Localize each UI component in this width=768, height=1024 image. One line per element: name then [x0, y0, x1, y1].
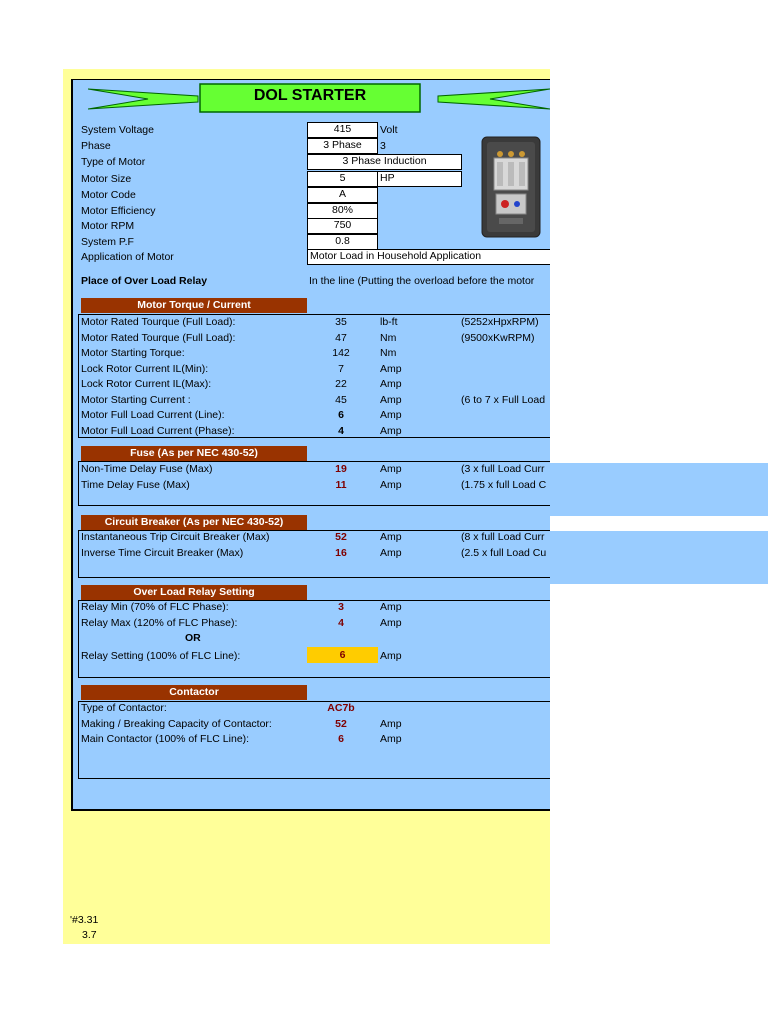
footer-value-1: '#3.31: [70, 914, 99, 926]
torque-row-unit: Amp: [380, 409, 402, 421]
motor-rpm-field[interactable]: 750: [307, 218, 378, 234]
contactor-row-value: AC7b: [327, 702, 355, 714]
application-field[interactable]: Motor Load in Household Application: [307, 249, 550, 265]
torque-row-unit: Amp: [380, 424, 402, 437]
relay-setting-unit: Amp: [380, 650, 402, 662]
breaker-row-note: (2.5 x full Load Cu: [461, 546, 547, 559]
contactor-section-header: Contactor: [81, 685, 307, 700]
motor-code-field[interactable]: A: [307, 187, 378, 203]
torque-row-label: Motor Starting Torque:: [81, 347, 185, 359]
dol-starter-image: [481, 136, 541, 238]
torque-row-label: Motor Rated Tourque (Full Load):: [81, 316, 236, 328]
relay-row-unit: Amp: [380, 616, 402, 629]
fuse-row-value: 19: [335, 463, 347, 475]
torque-row-label: Motor Starting Current :: [81, 393, 191, 406]
contactor-row-value: 6: [338, 733, 344, 745]
contactor-row-unit: Amp: [380, 717, 402, 730]
relay-row-unit: Amp: [380, 601, 402, 613]
input-label: Motor Code: [81, 189, 136, 201]
input-label: Phase: [81, 140, 111, 152]
torque-row-value: 7: [338, 362, 344, 375]
relay-row-value: 4: [338, 616, 344, 629]
breaker-row-label: Inverse Time Circuit Breaker (Max): [81, 546, 244, 559]
motor-efficiency-field[interactable]: 80%: [307, 203, 378, 219]
relay-setting-label: Relay Setting (100% of FLC Line):: [81, 650, 241, 662]
contactor-row-value: 52: [335, 717, 347, 730]
torque-row-label: Lock Rotor Current IL(Max):: [81, 378, 212, 390]
torque-row-value: 35: [335, 316, 347, 328]
power-factor-field[interactable]: 0.8: [307, 234, 378, 250]
breaker-row-value: 16: [335, 546, 347, 559]
input-unit: 3: [380, 140, 386, 152]
torque-row-note: (5252xHpxRPM): [461, 316, 539, 328]
fuse-row-label: Non-Time Delay Fuse (Max): [81, 463, 213, 475]
fuse-row-unit: Amp: [380, 463, 402, 475]
phase-field[interactable]: 3 Phase: [307, 138, 378, 154]
overload-place-label: Place of Over Load Relay: [81, 275, 208, 287]
torque-row-label: Motor Full Load Current (Phase):: [81, 424, 235, 437]
torque-row-unit: Amp: [380, 378, 402, 390]
input-label: Type of Motor: [81, 156, 146, 168]
torque-row-value: 6: [338, 409, 344, 421]
system-voltage-field[interactable]: 415: [307, 122, 378, 138]
input-label: System Voltage: [81, 124, 154, 136]
relay-or-text: OR: [185, 632, 201, 644]
torque-row-value: 47: [335, 331, 347, 344]
torque-row-unit: Nm: [380, 347, 397, 359]
fuse-section-header: Fuse (As per NEC 430-52): [81, 446, 307, 461]
fuse-row-note: (3 x full Load Curr: [461, 463, 545, 475]
torque-section-header: Motor Torque / Current: [81, 298, 307, 313]
input-label: Motor Size: [81, 173, 132, 185]
fuse-row-note: (1.75 x full Load C: [461, 478, 547, 491]
input-label: System P.F: [81, 236, 134, 248]
relay-section-header: Over Load Relay Setting: [81, 585, 307, 600]
torque-row-label: Motor Full Load Current (Line):: [81, 409, 225, 421]
footer-value-2: 3.7: [82, 929, 97, 941]
torque-row-note: (9500xKwRPM): [461, 331, 535, 344]
motor-type-field[interactable]: 3 Phase Induction: [307, 154, 462, 170]
motor-size-field[interactable]: 5: [307, 171, 378, 187]
breaker-row-value: 52: [335, 531, 347, 543]
breaker-row-label: Instantaneous Trip Circuit Breaker (Max): [81, 531, 270, 543]
motor-size-unit: HP: [377, 171, 462, 187]
torque-row-unit: Amp: [380, 362, 402, 375]
fuse-row-label: Time Delay Fuse (Max): [81, 478, 190, 491]
contactor-row-unit: Amp: [380, 733, 402, 745]
input-label: Motor Efficiency: [81, 205, 156, 217]
fuse-band: [550, 463, 768, 516]
banner-right-ribbon: [438, 89, 550, 109]
overload-place-value: In the line (Putting the overload before the motor: [309, 275, 535, 287]
input-label: Motor RPM: [81, 220, 135, 232]
torque-row-label: Motor Rated Tourque (Full Load):: [81, 331, 236, 344]
relay-setting-value[interactable]: 6: [307, 647, 378, 663]
contactor-row-label: Making / Breaking Capacity of Contactor:: [81, 717, 272, 730]
torque-row-value: 22: [335, 378, 347, 390]
fuse-row-unit: Amp: [380, 478, 402, 491]
relay-row-label: Relay Min (70% of FLC Phase):: [81, 601, 229, 613]
torque-row-value: 142: [332, 347, 350, 359]
breaker-section-header: Circuit Breaker (As per NEC 430-52): [81, 515, 307, 530]
relay-row-value: 3: [338, 601, 344, 613]
input-unit: Volt: [380, 124, 398, 136]
fuse-row-value: 11: [335, 478, 347, 491]
banner-left-ribbon: [88, 89, 198, 109]
breaker-row-unit: Amp: [380, 531, 402, 543]
torque-row-unit: lb-ft: [380, 316, 398, 328]
page-title: DOL STARTER: [253, 87, 367, 104]
torque-row-unit: Amp: [380, 393, 402, 406]
input-label: Application of Motor: [81, 251, 174, 263]
torque-row-value: 45: [335, 393, 347, 406]
breaker-row-unit: Amp: [380, 546, 402, 559]
torque-row-note: (6 to 7 x Full Load: [461, 393, 546, 406]
breaker-row-note: (8 x full Load Curr: [461, 531, 545, 543]
torque-row-unit: Nm: [380, 331, 397, 344]
contactor-row-label: Type of Contactor:: [81, 702, 167, 714]
contactor-row-label: Main Contactor (100% of FLC Line):: [81, 733, 250, 745]
torque-row-value: 4: [338, 424, 344, 437]
torque-row-label: Lock Rotor Current IL(Min):: [81, 362, 209, 375]
breaker-band: [550, 531, 768, 584]
relay-row-label: Relay Max (120% of FLC Phase):: [81, 616, 238, 629]
